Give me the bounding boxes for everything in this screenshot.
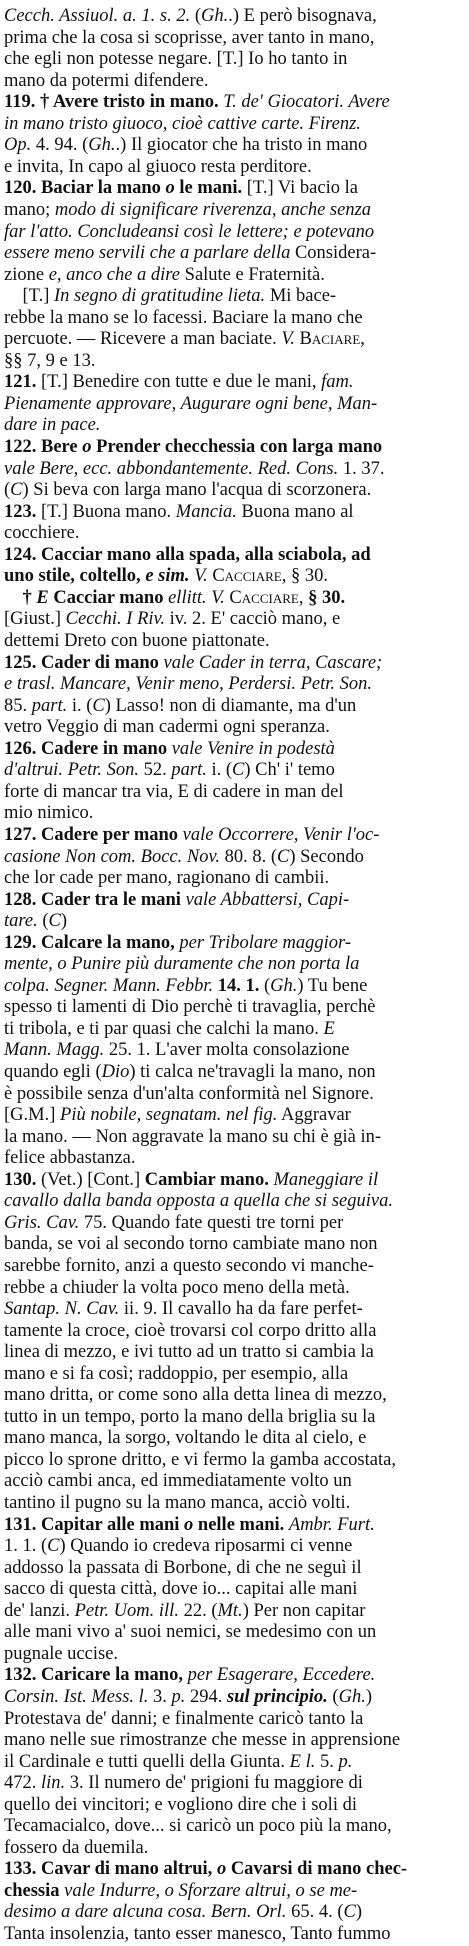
text-run: C xyxy=(232,760,245,781)
text-run: C xyxy=(48,911,61,932)
text-run: Santap. N. Cav. xyxy=(4,1299,120,1319)
text-run: forte di mancar tra via, E di cadere in man del xyxy=(4,781,344,802)
text-run: rebbe la mano se lo facessi. Baciare la mano che xyxy=(4,307,363,328)
text-run: mente, o Punire più duramente che non porta la xyxy=(4,954,360,975)
text-run: e invita, In capo al giuoco resta perditore. xyxy=(4,156,312,177)
text-line xyxy=(4,1189,465,1213)
text-run: dare in pace. xyxy=(4,415,101,436)
text-run: o xyxy=(216,1859,227,1880)
text-line xyxy=(4,284,465,308)
text-run: 14. 1. xyxy=(217,975,260,996)
text-run: modo di significare riverenza, anche senza xyxy=(54,200,372,220)
text-line xyxy=(4,758,465,782)
text-run: acciò cambi anca, ed immediatamente volto un xyxy=(4,1471,352,1492)
text-line xyxy=(4,1879,465,1903)
text-run: sarebbe fornito, anzi a questo secondo vi manche- xyxy=(4,1255,374,1276)
text-run: part. xyxy=(171,760,207,781)
text-run: In segno di gratitudine lieta. xyxy=(54,286,266,307)
text-line xyxy=(4,888,465,912)
text-run: colpa. Segner. Mann. Febbr. xyxy=(4,975,214,996)
text-line xyxy=(4,435,465,459)
text-run: [Giust.] xyxy=(4,609,66,630)
text-run: lin. xyxy=(41,1773,66,1794)
text-run: ii. 9. Il cavallo ha da fare perfet- xyxy=(119,1299,363,1319)
text-line xyxy=(4,737,465,761)
text-line xyxy=(4,112,465,136)
text-run: 127. Cadere per mano xyxy=(4,824,179,845)
text-run: 121. xyxy=(4,372,37,393)
text-run: tamente la croce, cioè trovarsi col corpo dritto alla xyxy=(4,1320,377,1341)
text-line xyxy=(4,974,465,998)
text-run: §§ 7, 9 e 13. xyxy=(4,350,96,371)
text-run: Gris. Cav. xyxy=(4,1212,80,1233)
text-run: Gh. xyxy=(338,1686,366,1707)
text-line xyxy=(4,952,465,976)
text-run: dettemi Dreto con buone piattonate. xyxy=(4,631,270,651)
text-run: Cambiar mano. xyxy=(144,1169,269,1190)
text-run: Tecamacialco, dove... si caricò un poco più la mano, xyxy=(4,1816,392,1837)
text-run: picco lo sprone dritto, e vi fermo la gamba accostata, xyxy=(4,1449,396,1470)
text-run: Buona mano al xyxy=(236,501,354,522)
text-run: vale Abbattersi, Capi- xyxy=(185,889,350,910)
text-run: de' lanzi. xyxy=(4,1600,75,1621)
text-run: Aggravar xyxy=(277,1105,351,1125)
text-run: C xyxy=(47,1536,60,1556)
text-run: C xyxy=(92,695,105,716)
text-run: Più nobile, segnatam. nel fig. xyxy=(60,1105,278,1125)
text-run: ) ti calca ne'travagli la mano, non xyxy=(129,1062,376,1082)
text-line xyxy=(4,457,465,481)
text-run: , xyxy=(360,329,365,350)
text-run: 80. 8. ( xyxy=(219,846,277,867)
text-run: 123. xyxy=(4,501,37,522)
text-line xyxy=(4,1125,465,1149)
text-run: Dio xyxy=(101,1062,130,1082)
text-run: ) Per non capitar xyxy=(242,1600,366,1621)
text-run: fam. xyxy=(321,372,354,393)
text-line xyxy=(4,801,465,825)
text-line xyxy=(4,306,465,330)
text-run: banda, se voi al secondo torno cambiate mano non xyxy=(4,1234,378,1255)
text-run: percuote. — Ricevere a man baciate. xyxy=(4,329,282,350)
text-run: ) Tu bene xyxy=(297,975,368,996)
text-run: 472. xyxy=(4,1773,41,1794)
text-line xyxy=(4,69,465,93)
text-run: vale Venire in podestà xyxy=(171,738,335,759)
text-line xyxy=(4,176,465,200)
text-run: [T.] Benedire con tutte e due le mani, xyxy=(36,372,322,393)
text-line xyxy=(4,1319,465,1343)
text-run: fossero da duemila. xyxy=(4,1837,149,1858)
text-run: Cacciare xyxy=(229,587,299,608)
text-line xyxy=(4,651,465,675)
text-line xyxy=(4,198,465,222)
text-run: quello dei vincitori; e vogliono dire che i soli di xyxy=(4,1794,357,1815)
text-run: ) xyxy=(365,1686,373,1707)
text-line xyxy=(4,1771,465,1795)
text-run: cocchiere. xyxy=(4,523,80,544)
text-line xyxy=(4,1297,465,1321)
text-line xyxy=(4,629,465,653)
text-line xyxy=(4,586,465,610)
text-run: [T.] Vi bacio la xyxy=(242,178,358,199)
text-line xyxy=(4,1599,465,1623)
text-line xyxy=(4,607,465,631)
text-run: , xyxy=(298,587,309,608)
text-run: il Cardinale e tutti quelli della Giunta. xyxy=(4,1751,290,1772)
text-line xyxy=(4,1642,465,1666)
text-run: 119. † Avere tristo in mano. xyxy=(4,92,219,113)
text-run: 130. xyxy=(4,1169,37,1190)
text-run: E l. xyxy=(289,1751,316,1772)
text-run: 124. Cacciar mano alla spada, alla sciabola, ad xyxy=(4,544,371,565)
text-run: la mano. — Non aggravate la mano su chi è già in- xyxy=(4,1126,382,1147)
text-run: linea di mezzo, e ivi tutto ad un tratto si cambia la xyxy=(4,1342,374,1363)
text-line xyxy=(4,478,465,502)
text-line xyxy=(4,1836,465,1860)
text-run: (Vet.) [Cont.] xyxy=(36,1169,145,1190)
text-line xyxy=(4,1513,465,1537)
text-run: nelle mani. xyxy=(193,1514,285,1535)
text-run: zione xyxy=(4,264,49,285)
text-run: , § 30. xyxy=(281,566,328,587)
text-run: mano e si fa così; raddoppio, per esempio, alla xyxy=(4,1363,349,1384)
text-run: o xyxy=(82,437,92,457)
text-line xyxy=(4,241,465,265)
text-line xyxy=(4,1103,465,1127)
text-run: ) Lasso! non di diamante, ma d'un xyxy=(104,695,357,716)
text-line xyxy=(4,694,465,718)
text-run: 125. Cader di mano xyxy=(4,652,159,673)
text-run: Op. xyxy=(4,135,32,156)
text-run: 131. Capitar alle mani xyxy=(4,1514,185,1535)
text-run: C xyxy=(277,846,290,867)
text-run: Cecchi. I Riv. xyxy=(65,609,165,630)
text-line xyxy=(4,1491,465,1515)
text-run: 120. Baciar la mano xyxy=(4,178,166,199)
text-run: ) Secondo xyxy=(289,846,364,867)
text-run: ( xyxy=(37,911,49,932)
text-run: vale Cader in terra, Cascare; xyxy=(163,652,383,673)
text-line xyxy=(4,672,465,696)
text-run: 22. ( xyxy=(178,1600,218,1621)
text-run: e sim. xyxy=(145,566,190,587)
text-line xyxy=(4,133,465,157)
text-run: prima che la cosa si scoprisse, aver tanto in mano, xyxy=(4,27,375,48)
text-run: 126. Cadere in mano xyxy=(4,738,168,759)
text-run: C xyxy=(343,1902,356,1923)
text-run: chessia xyxy=(4,1880,60,1901)
text-run: [G.M.] xyxy=(4,1105,61,1125)
text-run: 3. Il numero de' prigioni fu maggiore di xyxy=(65,1773,363,1794)
text-run: p. xyxy=(338,1751,353,1772)
text-run: spesso ti lamenti di Dio perchè ti travaglia, perchè xyxy=(4,997,376,1018)
text-line xyxy=(4,1707,465,1731)
text-line xyxy=(4,90,465,114)
text-run: vale Bere, ecc. abbondantemente. Red. Cons. xyxy=(4,458,339,479)
text-run: 52. xyxy=(139,760,172,781)
text-line xyxy=(4,1017,465,1041)
text-run: Mancia. xyxy=(175,501,237,522)
text-line xyxy=(4,1793,465,1817)
text-run: far l'atto. Concludeansi così le lettere; e potevano xyxy=(4,221,375,242)
text-run: ( xyxy=(327,1686,339,1707)
text-line xyxy=(4,1168,465,1192)
text-run: ) Si beva con larga mano l'acqua di scorzonera. xyxy=(22,480,372,501)
text-run: 122. Bere xyxy=(4,437,83,457)
text-run: Gh. xyxy=(270,975,298,996)
text-line xyxy=(4,1728,465,1752)
text-run: tutto in un tempo, porto la mano della briglia su la xyxy=(4,1406,376,1427)
text-run: mio nimico. xyxy=(4,803,94,824)
text-line xyxy=(4,327,465,351)
text-line xyxy=(4,715,465,739)
text-line xyxy=(4,1685,465,1709)
text-run: C xyxy=(10,480,23,501)
text-run: Maneggiare il xyxy=(273,1169,379,1190)
text-run: le mani. xyxy=(174,178,243,199)
text-line xyxy=(4,1405,465,1429)
text-run: ) Quando io credeva riposarmi ci venne xyxy=(59,1536,353,1556)
text-line xyxy=(4,413,465,437)
text-run: alle mani vivo a' suoi nemici, se medesimo con un xyxy=(4,1622,377,1643)
text-line xyxy=(4,521,465,545)
text-line xyxy=(4,370,465,394)
text-run: sacco di questa città, dove io... capitai alle mani xyxy=(4,1579,358,1600)
text-run: E xyxy=(323,1018,335,1039)
text-run: .) Il giocator che ha tristo in mano xyxy=(115,135,368,156)
text-line xyxy=(4,1857,465,1881)
text-line xyxy=(4,26,465,50)
text-line xyxy=(4,543,465,567)
text-line xyxy=(4,1211,465,1235)
text-run: che egli non potesse negare. [T.] Io ho tanto in xyxy=(4,49,348,70)
text-run xyxy=(4,588,23,608)
text-line xyxy=(4,1556,465,1580)
text-run: cavallo dalla banda opposta a quella che si seguiva. xyxy=(4,1191,393,1212)
text-run: per Tribolare maggior- xyxy=(179,932,352,953)
text-run: Gh. xyxy=(88,135,116,156)
text-line xyxy=(4,349,465,373)
text-line xyxy=(4,1620,465,1644)
text-run: p. xyxy=(171,1686,186,1707)
text-line xyxy=(4,1082,465,1106)
text-run: 25. 1. L'aver molta consolazione xyxy=(104,1040,350,1061)
text-run: [T.] xyxy=(4,286,54,307)
text-run: per Esagerare, Eccedere. xyxy=(187,1665,376,1686)
text-run: mano; xyxy=(4,200,55,220)
text-line xyxy=(4,823,465,847)
text-run: mano da potermi difendere. xyxy=(4,70,209,91)
text-run: desimo a dare alcuna cosa. Bern. Orl. xyxy=(4,1902,287,1923)
text-run: Cacciar mano xyxy=(48,587,164,608)
text-run: ) xyxy=(60,911,68,932)
text-line xyxy=(4,4,465,28)
text-line xyxy=(4,1900,465,1924)
text-line xyxy=(4,1814,465,1838)
text-run: o xyxy=(165,178,175,199)
text-run: Ambr. Furt. xyxy=(288,1514,375,1535)
text-run: 4. 94. ( xyxy=(31,135,89,156)
text-line xyxy=(4,263,465,287)
text-run: iv. 2. E' cacciò mano, e xyxy=(164,609,341,630)
text-run: essere meno servili che a parlare della xyxy=(4,243,291,264)
text-run: felice abbastanza. xyxy=(4,1148,136,1169)
text-line xyxy=(4,220,465,244)
text-run: 132. Caricare la mano, xyxy=(4,1665,183,1686)
text-run: 128. Cader tra le mani xyxy=(4,889,181,910)
text-run: Cacciare xyxy=(212,566,282,587)
text-run: 1. 37. xyxy=(338,458,385,479)
text-line xyxy=(4,909,465,933)
text-run: mano nelle sue rimostranze che messe in apprensione xyxy=(4,1730,401,1750)
text-run: che lor cade per mano, ragionano di cambii. xyxy=(4,868,330,888)
text-run: ( xyxy=(4,480,11,501)
text-run: i. ( xyxy=(206,760,233,781)
text-run: Cavarsi di mano chec- xyxy=(226,1859,408,1880)
text-line xyxy=(4,1426,465,1450)
text-run: E xyxy=(36,587,49,608)
text-line xyxy=(4,1663,465,1687)
text-line xyxy=(4,845,465,869)
text-run: 294. xyxy=(185,1686,228,1707)
text-line xyxy=(4,866,465,890)
text-run: ( xyxy=(190,6,201,26)
text-run: Mi bace- xyxy=(265,286,337,307)
text-line xyxy=(4,1577,465,1601)
text-run: ellitt. V. xyxy=(168,587,225,608)
text-run: vetro Veggio di man cadermi ogni speranza. xyxy=(4,717,330,738)
text-run: Tanta insolenzia, tanto esser manesco, Tanto fummo xyxy=(4,1924,391,1944)
text-run: quando egli ( xyxy=(4,1062,102,1082)
text-run: e trasl. Mancare, Venir meno, Perdersi. Petr. Son. xyxy=(4,674,373,695)
text-run: vale Indurre, o Sforzare altrui, o se me- xyxy=(64,1880,358,1901)
text-run: ) Ch' i' temo xyxy=(244,760,335,781)
text-run: T. de' Giocatori. Avere xyxy=(223,92,390,113)
text-line xyxy=(4,931,465,955)
text-run: i. ( xyxy=(67,695,93,716)
text-run: 65. 4. ( xyxy=(286,1902,344,1923)
text-run: addosso la passata di Borbone, di che ne seguì il xyxy=(4,1557,362,1578)
text-run: 5. xyxy=(315,1751,339,1772)
text-run: rebbe a chiuder la volta poco meno della metà. xyxy=(4,1277,350,1298)
text-line xyxy=(4,780,465,804)
text-run: uno stile, coltello, xyxy=(4,566,146,587)
text-line xyxy=(4,155,465,179)
text-run: Mt. xyxy=(217,1600,243,1621)
text-line xyxy=(4,1362,465,1386)
text-run: mano manca, la sorgo, voltando le dita al cielo, e xyxy=(4,1428,367,1449)
text-line xyxy=(4,1060,465,1084)
text-run: 1. 1. ( xyxy=(4,1536,48,1556)
text-run: o xyxy=(184,1514,194,1535)
text-run: Gh. xyxy=(201,6,229,26)
text-run: tantino il pugno su la mano manca, acciò volti. xyxy=(4,1493,351,1513)
text-run: 75. Quando fate questi tre torni per xyxy=(79,1212,344,1233)
text-line xyxy=(4,47,465,71)
text-run: sul principio. xyxy=(227,1686,328,1707)
text-run: V. xyxy=(281,329,295,350)
text-run: Mann. Magg. xyxy=(4,1040,105,1061)
text-run: part. xyxy=(31,695,68,716)
text-run: e, anco che a dire xyxy=(48,264,181,285)
text-line xyxy=(4,1922,465,1946)
text-run: ( xyxy=(259,975,271,996)
text-line xyxy=(4,392,465,416)
text-run: 3. xyxy=(148,1686,172,1707)
text-run: Cecch. Assiuol. a. 1. s. 2. xyxy=(4,6,191,26)
text-run: Baciare xyxy=(299,329,361,350)
text-line xyxy=(4,1750,465,1774)
text-run: Salute e Fraternità. xyxy=(180,264,325,285)
text-run: § 30. xyxy=(308,587,346,608)
text-line xyxy=(4,500,465,524)
text-run: V. xyxy=(194,566,208,587)
text-line xyxy=(4,1340,465,1364)
text-line xyxy=(4,1448,465,1472)
text-run: vale Occorrere, Venir l'oc- xyxy=(182,824,380,845)
text-run: 85. xyxy=(4,695,32,716)
text-run: .) E però bisognava, xyxy=(228,6,377,26)
text-run: in mano tristo giuoco, cioè cattive carte. Firenz. xyxy=(4,113,361,134)
text-run: ti tribola, e ti par quasi che calchi la mano. xyxy=(4,1018,324,1039)
text-run: Prender checchessia con larga mano xyxy=(91,437,383,457)
text-line xyxy=(4,1469,465,1493)
text-run: Petr. Uom. ill. xyxy=(74,1600,179,1621)
text-run: casione Non com. Bocc. Nov. xyxy=(4,846,220,867)
text-line xyxy=(4,564,465,588)
text-run: tare. xyxy=(4,911,38,932)
text-run: è possibile senza d'un'alta conformità nel Signore. xyxy=(4,1083,374,1104)
text-run: ) xyxy=(355,1902,362,1923)
text-run: † xyxy=(22,587,37,608)
text-line xyxy=(4,1254,465,1278)
text-line xyxy=(4,1276,465,1300)
text-run: pugnale uccise. xyxy=(4,1643,119,1664)
text-run: 133. Cavar di mano altrui, xyxy=(4,1859,217,1880)
text-run: 129. Calcare la mano, xyxy=(4,932,175,953)
text-run: Protestava de' danni; e finalmente caricò tanto la xyxy=(4,1708,364,1729)
text-run: [T.] Buona mano. xyxy=(36,501,176,522)
text-line xyxy=(4,1038,465,1062)
text-run: d'altrui. Petr. Son. xyxy=(4,760,140,781)
text-run: Pienamente approvare, Augurare ogni bene, Man- xyxy=(4,393,378,414)
text-line xyxy=(4,1383,465,1407)
text-run: Considera- xyxy=(290,243,377,264)
text-line xyxy=(4,1146,465,1170)
text-line xyxy=(4,1232,465,1256)
text-run: Corsin. Ist. Mess. l. xyxy=(4,1686,149,1707)
text-line xyxy=(4,995,465,1019)
text-run: mano dritta, or come sono alla detta linea di mezzo, xyxy=(4,1385,387,1406)
text-line xyxy=(4,1534,465,1558)
